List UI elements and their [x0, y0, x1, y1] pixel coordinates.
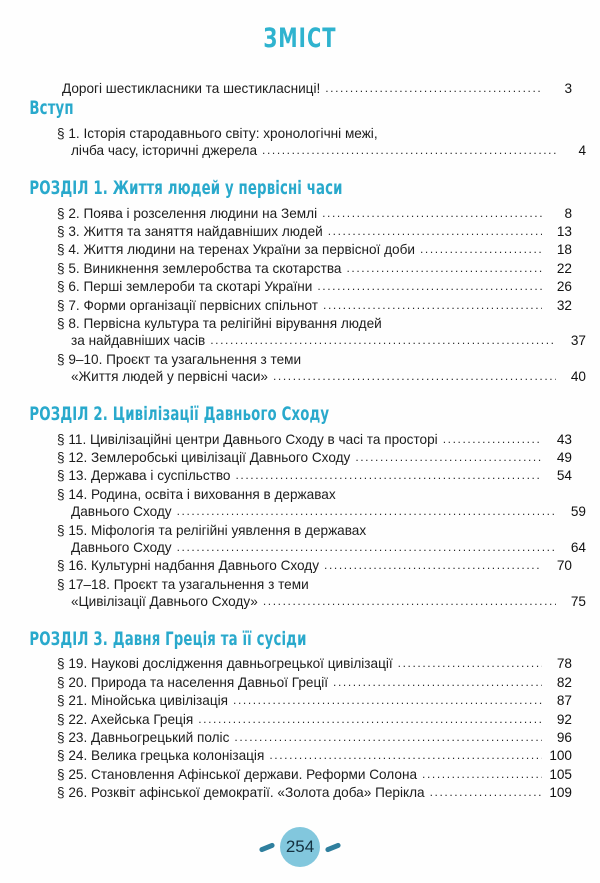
- toc-entry-label: Давнього Сходу: [71, 539, 172, 555]
- toc-entry[interactable]: [28, 729, 572, 747]
- toc-entry[interactable]: [28, 297, 572, 315]
- toc-entry-page: 49: [556, 449, 572, 465]
- toc-entry-label: лічба часу, історичні джерела: [71, 143, 258, 159]
- toc-entry-label: § 22. Ахейська Греція: [57, 711, 194, 727]
- toc-entry-label: «Життя людей у первісні часи»: [71, 369, 268, 385]
- dot-leader: [324, 557, 542, 574]
- toc-entry[interactable]: [28, 431, 572, 449]
- dot-leader: [333, 674, 542, 691]
- toc-entry-list: [28, 125, 586, 161]
- toc-entry-label: § 5. Виникнення землеробства та скотарства: [57, 260, 342, 276]
- toc-entry[interactable]: [28, 655, 572, 673]
- footer-dash-left-icon: [259, 842, 276, 853]
- toc-entry-page: 3: [564, 80, 572, 96]
- toc-entry[interactable]: [28, 223, 572, 241]
- toc-entry-label: § 12. Землеробські цивілізації Давнього Сходу: [57, 449, 351, 465]
- toc-entry[interactable]: [28, 557, 572, 575]
- toc-entry-page: 70: [556, 558, 572, 574]
- toc-entry-label: § 26. Розквіт афінської демократії. «Золота доба» Перікла: [57, 785, 425, 801]
- toc-entry[interactable]: [28, 784, 572, 802]
- dot-leader: [443, 431, 542, 448]
- toc-entry-label: Дорогі шестикласники та шестикласниці!: [62, 80, 321, 96]
- toc-entry-page: 54: [556, 468, 572, 484]
- toc-entry-page: 75: [570, 594, 586, 610]
- toc-entry[interactable]: [28, 674, 572, 692]
- toc-entry-page: 59: [570, 504, 586, 520]
- dot-leader: [328, 223, 542, 240]
- dot-leader: [398, 655, 542, 672]
- dot-leader: [346, 260, 542, 277]
- toc-entry-label: § 20. Природа та населення Давньої Греції: [57, 674, 329, 690]
- toc-entry-preface[interactable]: [28, 80, 572, 98]
- dot-leader: [273, 368, 556, 385]
- toc-entry-page: 82: [556, 674, 572, 690]
- toc-section-heading: РОЗДІЛ 2. Цивілізації Давнього Сходу: [29, 402, 330, 425]
- toc-entry-page: 37: [570, 333, 586, 349]
- toc-entry-page: 40: [570, 369, 586, 385]
- toc-entry-label: § 4. Життя людини на теренах України за первісної доби: [57, 242, 415, 258]
- toc-entry-label: § 24. Велика грецька колонізація: [57, 748, 265, 764]
- toc-section: [28, 97, 586, 161]
- dot-leader: [233, 692, 542, 709]
- toc-entry-label: § 13. Держава і суспільство: [57, 468, 231, 484]
- footer-dash-right-icon: [325, 842, 342, 853]
- dot-leader: [325, 80, 542, 97]
- toc-entry-label: § 17–18. Проєкт та узагальнення з теми: [57, 576, 309, 592]
- toc-entry-page: 100: [549, 748, 572, 764]
- toc-entry-label: Давнього Сходу: [71, 504, 172, 520]
- toc-entry-label: § 6. Перші землероби та скотарі України: [57, 279, 313, 295]
- toc-entry-page: 87: [556, 693, 572, 709]
- toc-entry-page: 109: [549, 785, 572, 801]
- dot-leader: [422, 766, 542, 783]
- toc-entry-page: 105: [549, 766, 572, 782]
- page-title: ЗМІСТ: [263, 23, 337, 54]
- toc-entry[interactable]: [28, 260, 572, 278]
- toc-section-heading: Вступ: [29, 97, 74, 120]
- dot-leader: [177, 539, 556, 556]
- toc-entry-page: 8: [564, 205, 572, 221]
- toc-entry-label: «Цивілізації Давнього Сходу»: [71, 594, 258, 610]
- toc-entry[interactable]: [28, 486, 586, 522]
- toc-entry-label: § 23. Давньогрецький поліс: [57, 730, 230, 746]
- toc-section-heading: РОЗДІЛ 1. Життя людей у первісні часи: [29, 176, 343, 199]
- toc-entry[interactable]: [28, 766, 572, 784]
- toc-entry-label: § 11. Цивілізаційні центри Давнього Сходу в часі та просторі: [57, 431, 438, 447]
- toc-entry-label: § 7. Форми організації первісних спільнот: [57, 297, 319, 313]
- dot-leader: [198, 711, 542, 728]
- dot-leader: [177, 503, 556, 520]
- dot-leader: [355, 449, 542, 466]
- toc-section: [28, 629, 572, 803]
- toc-entry[interactable]: [28, 522, 586, 558]
- toc-entry-label: § 3. Життя та заняття найдавніших людей: [57, 224, 323, 239]
- toc-entry-label: § 8. Первісна культура та релігійні вірування людей: [57, 316, 382, 332]
- dot-leader: [430, 784, 542, 801]
- page-number-badge: 254: [280, 827, 320, 867]
- toc-entry-label: § 25. Становлення Афінської держави. Реформи Солона: [57, 766, 418, 782]
- toc-entry-label: § 16. Культурні надбання Давнього Сходу: [57, 558, 320, 574]
- toc-entry[interactable]: [28, 449, 572, 467]
- toc-entry-label: § 14. Родина, освіта і виховання в державах: [57, 486, 336, 502]
- dot-leader: [234, 729, 542, 746]
- toc-entry[interactable]: [28, 278, 572, 296]
- toc-entry-page: 22: [556, 260, 572, 276]
- dot-leader: [317, 278, 542, 295]
- toc-section: [28, 402, 586, 612]
- toc-entry-page: 26: [556, 279, 572, 295]
- toc-entry-page: 92: [556, 711, 572, 727]
- toc-entry-label: § 21. Мінойська цивілізація: [57, 693, 229, 709]
- dot-leader: [262, 142, 556, 159]
- toc-entry-page: 64: [570, 539, 586, 555]
- toc-entry[interactable]: [28, 351, 586, 387]
- dot-leader: [322, 205, 542, 222]
- toc-entry-page: 43: [556, 431, 572, 447]
- dot-leader: [269, 747, 542, 764]
- toc-entry[interactable]: [28, 315, 586, 351]
- dot-leader: [420, 241, 542, 258]
- toc-entry[interactable]: [28, 576, 586, 612]
- toc-entry[interactable]: [28, 125, 586, 161]
- toc-section: [28, 176, 586, 387]
- dot-leader: [210, 332, 556, 349]
- toc-entry-page: 18: [556, 242, 572, 258]
- dot-leader: [323, 297, 542, 314]
- toc-entry[interactable]: [28, 747, 572, 765]
- toc-entry-label: § 19. Наукові дослідження давньогрецької цивілізації: [57, 656, 393, 672]
- toc-entry-label: § 1. Історія стародавнього світу: хронологічні межі,: [57, 125, 378, 141]
- toc-entry-page: 96: [556, 730, 572, 746]
- toc-section-heading: РОЗДІЛ 3. Давня Греція та її сусіди: [29, 627, 307, 650]
- toc-entry[interactable]: [28, 692, 572, 710]
- toc-entry[interactable]: [28, 467, 572, 485]
- toc-entry-list: [28, 655, 572, 802]
- toc-entry-page: 13: [556, 224, 572, 239]
- toc-entry-list: [28, 205, 586, 387]
- dot-leader: [263, 593, 556, 610]
- toc-entry[interactable]: [28, 205, 572, 223]
- toc-entry-page: 4: [578, 143, 586, 159]
- toc-sections: [28, 97, 586, 803]
- toc-entry-page: 78: [556, 656, 572, 672]
- toc-entry-label: § 2. Поява і розселення людини на Землі: [57, 205, 318, 221]
- toc-entry[interactable]: [28, 241, 572, 259]
- toc-entry-label: § 9–10. Проєкт та узагальнення з теми: [57, 351, 302, 367]
- toc-content: [0, 80, 600, 803]
- toc-entry-label: за найдавніших часів: [71, 333, 206, 349]
- toc-entry-label: § 15. Міфологія та релігійні уявлення в державах: [57, 522, 367, 538]
- page-footer: [0, 825, 600, 869]
- dot-leader: [235, 467, 542, 484]
- toc-entry-list: [28, 431, 586, 612]
- toc-entry-page: 32: [556, 297, 572, 313]
- toc-entry[interactable]: [28, 711, 572, 729]
